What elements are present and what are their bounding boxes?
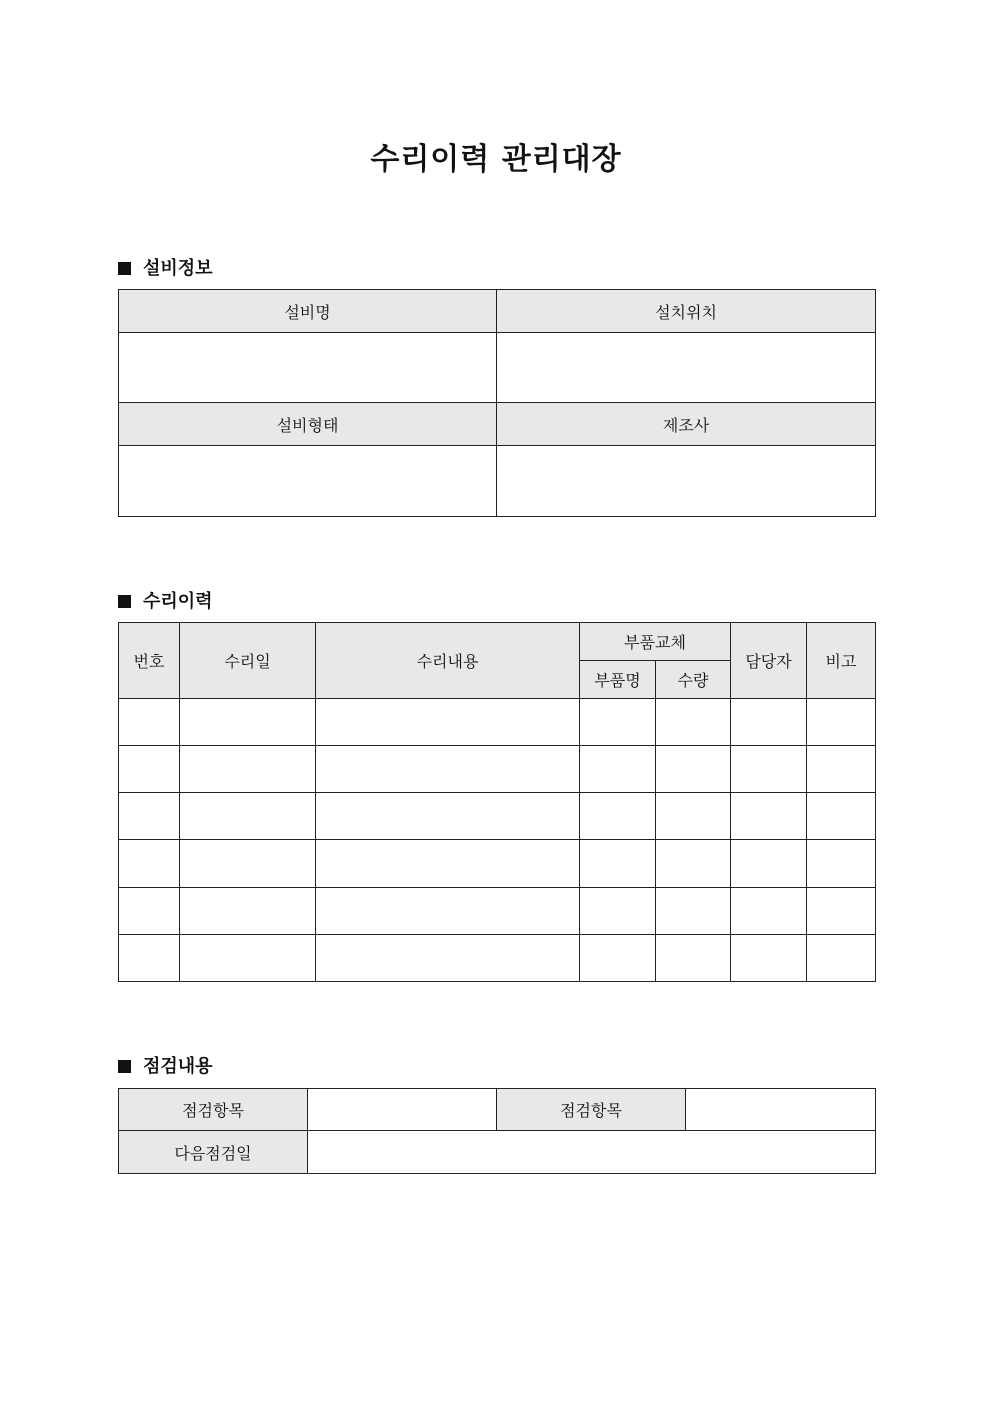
inspection-table	[118, 1088, 876, 1174]
header-part-name: 부품명	[580, 661, 656, 699]
section-label: 설비정보	[143, 258, 213, 279]
header-equipment-name: 설비명	[119, 290, 497, 333]
cell[interactable]	[316, 746, 580, 793]
cell-equipment-type[interactable]	[119, 446, 497, 517]
cell[interactable]	[180, 840, 316, 888]
header-repair-content: 수리내용	[316, 623, 580, 699]
cell[interactable]	[807, 840, 876, 888]
cell[interactable]	[119, 793, 180, 840]
cell[interactable]	[731, 840, 807, 888]
cell[interactable]	[731, 935, 807, 982]
cell[interactable]	[731, 699, 807, 746]
header-inspection-item-1: 점검항목	[119, 1089, 308, 1131]
cell[interactable]	[180, 699, 316, 746]
section-label: 수리이력	[143, 591, 213, 612]
header-equipment-type: 설비형태	[119, 403, 497, 446]
cell[interactable]	[807, 888, 876, 935]
cell[interactable]	[119, 699, 180, 746]
cell[interactable]	[807, 793, 876, 840]
equipment-info-table	[118, 289, 876, 517]
table-row	[119, 840, 876, 888]
cell[interactable]	[316, 935, 580, 982]
section-label: 점검내용	[143, 1056, 213, 1077]
square-bullet-icon	[118, 1060, 131, 1073]
square-bullet-icon	[118, 595, 131, 608]
page-title: 수리이력 관리대장	[370, 142, 622, 177]
header-remarks: 비고	[807, 623, 876, 699]
cell[interactable]	[656, 840, 731, 888]
header-manufacturer: 제조사	[497, 403, 876, 446]
cell[interactable]	[180, 746, 316, 793]
cell[interactable]	[119, 840, 180, 888]
header-parts-replacement: 부품교체	[580, 623, 731, 661]
cell[interactable]	[656, 746, 731, 793]
cell[interactable]	[731, 888, 807, 935]
cell-inspection-item-1[interactable]	[308, 1089, 497, 1131]
cell[interactable]	[316, 888, 580, 935]
cell-inspection-item-2[interactable]	[686, 1089, 876, 1131]
cell-manufacturer[interactable]	[497, 446, 876, 517]
cell[interactable]	[180, 888, 316, 935]
cell[interactable]	[316, 793, 580, 840]
table-row	[119, 793, 876, 840]
header-inspection-item-2: 점검항목	[497, 1089, 686, 1131]
cell[interactable]	[119, 888, 180, 935]
cell[interactable]	[580, 840, 656, 888]
cell[interactable]	[119, 746, 180, 793]
cell[interactable]	[656, 888, 731, 935]
cell[interactable]	[180, 935, 316, 982]
cell[interactable]	[580, 888, 656, 935]
cell[interactable]	[656, 935, 731, 982]
square-bullet-icon	[118, 262, 131, 275]
cell-next-inspection-date[interactable]	[308, 1131, 876, 1174]
header-number: 번호	[119, 623, 180, 699]
cell[interactable]	[807, 935, 876, 982]
header-next-inspection-date: 다음점검일	[119, 1131, 308, 1174]
table-row	[119, 935, 876, 982]
table-row	[119, 699, 876, 746]
cell[interactable]	[807, 746, 876, 793]
cell-install-location[interactable]	[497, 333, 876, 403]
cell[interactable]	[580, 935, 656, 982]
cell[interactable]	[580, 793, 656, 840]
header-manager: 담당자	[731, 623, 807, 699]
cell[interactable]	[731, 746, 807, 793]
cell[interactable]	[807, 699, 876, 746]
repair-history-table	[118, 622, 876, 982]
cell[interactable]	[580, 699, 656, 746]
section-heading-inspection	[118, 1052, 213, 1078]
cell[interactable]	[180, 793, 316, 840]
header-install-location: 설치위치	[497, 290, 876, 333]
cell-equipment-name[interactable]	[119, 333, 497, 403]
cell[interactable]	[316, 699, 580, 746]
cell[interactable]	[580, 746, 656, 793]
header-quantity: 수량	[656, 661, 731, 699]
section-heading-repair	[118, 587, 213, 613]
table-row	[119, 746, 876, 793]
cell[interactable]	[119, 935, 180, 982]
cell[interactable]	[731, 793, 807, 840]
cell[interactable]	[316, 840, 580, 888]
header-repair-date: 수리일	[180, 623, 316, 699]
section-heading-equipment	[118, 254, 213, 280]
table-row	[119, 888, 876, 935]
cell[interactable]	[656, 793, 731, 840]
cell[interactable]	[656, 699, 731, 746]
